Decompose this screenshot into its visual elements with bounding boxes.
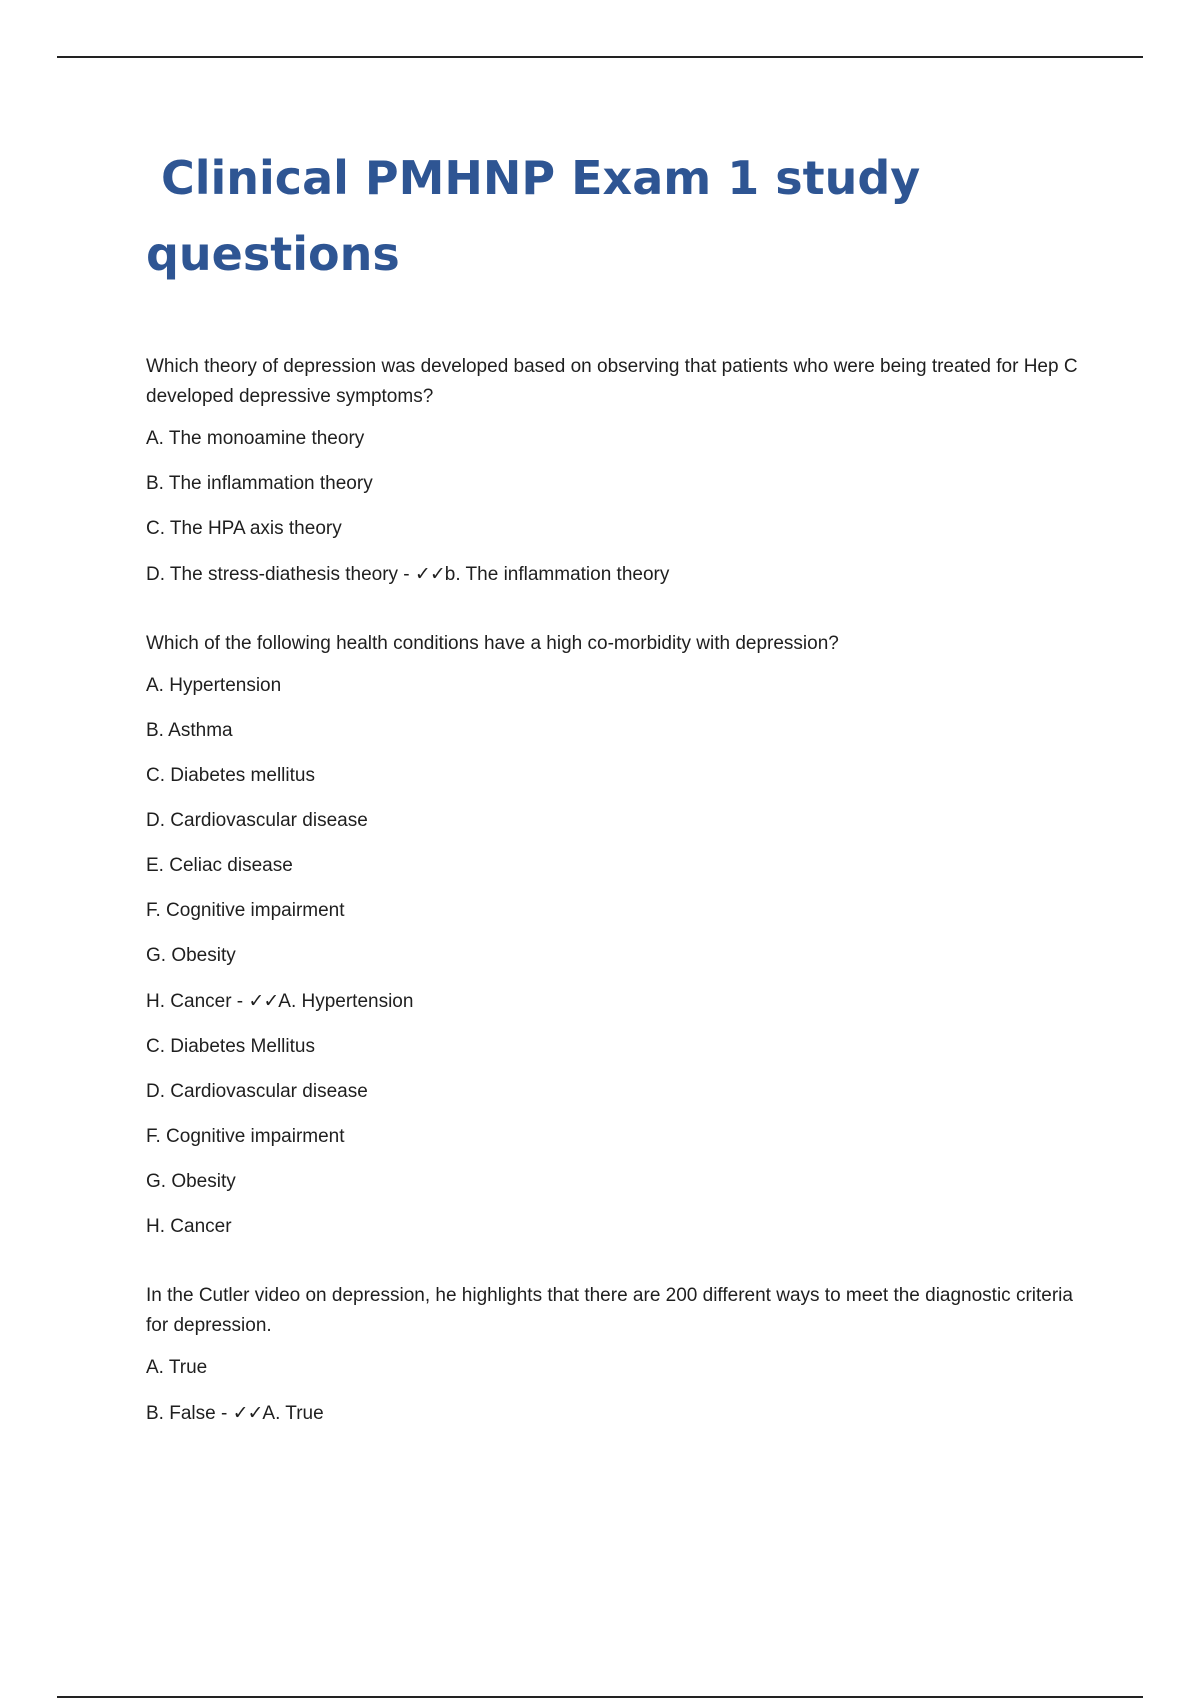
option-list — [146, 427, 1086, 587]
footer-rule — [57, 1696, 1143, 1698]
option-text: B. False - — [146, 1403, 233, 1424]
page-title-line-1: Clinical PMHNP Exam 1 study — [161, 151, 921, 205]
option-item: A. Hypertension — [146, 675, 282, 696]
option-item: F. Cognitive impairment — [146, 900, 345, 921]
option-text: H. Cancer - — [146, 991, 249, 1012]
option-item: B. Asthma — [146, 720, 233, 741]
question-3 — [146, 1281, 1086, 1426]
option-item: C. Diabetes mellitus — [146, 765, 315, 786]
option-item-with-answer — [146, 989, 1086, 1014]
page-title — [146, 140, 1086, 292]
double-check-icon: ✓✓ — [414, 563, 445, 585]
answer-followup-item: H. Cancer — [146, 1216, 232, 1237]
option-item: A. True — [146, 1357, 208, 1378]
double-check-icon: ✓✓ — [248, 990, 279, 1012]
option-item-with-answer — [146, 1401, 1086, 1426]
answer-text: A. True — [262, 1403, 324, 1424]
double-check-icon: ✓✓ — [232, 1402, 263, 1424]
question-stem: Which theory of depression was developed based on observing that patients who were being treated for Hep C developed depressive symptoms? — [146, 356, 1078, 407]
question-list — [146, 352, 1086, 1426]
option-item: B. The inflammation theory — [146, 473, 373, 494]
option-item: G. Obesity — [146, 945, 236, 966]
answer-followup-item: C. Diabetes Mellitus — [146, 1036, 315, 1057]
question-stem: In the Cutler video on depression, he highlights that there are 200 different ways to meet the diagnostic criteria for depression. — [146, 1285, 1073, 1336]
question-2 — [146, 629, 1086, 1239]
answer-followup-item: D. Cardiovascular disease — [146, 1081, 368, 1102]
option-item-with-answer — [146, 562, 1086, 587]
option-item: C. The HPA axis theory — [146, 518, 342, 539]
option-list — [146, 674, 1086, 1239]
document-body — [146, 140, 1086, 1468]
question-stem: Which of the following health conditions have a high co-morbidity with depression? — [146, 633, 839, 654]
answer-followup-item: G. Obesity — [146, 1171, 236, 1192]
option-item: A. The monoamine theory — [146, 428, 365, 449]
question-1 — [146, 352, 1086, 587]
answer-text: A. Hypertension — [278, 991, 414, 1012]
option-list — [146, 1356, 1086, 1426]
answer-followup-item: F. Cognitive impairment — [146, 1126, 345, 1147]
answer-text: b. The inflammation theory — [444, 564, 670, 585]
header-rule — [57, 56, 1143, 58]
page-title-line-2: questions — [146, 227, 400, 281]
option-item: E. Celiac disease — [146, 855, 293, 876]
option-text: D. The stress-diathesis theory - — [146, 564, 415, 585]
option-item: D. Cardiovascular disease — [146, 810, 368, 831]
